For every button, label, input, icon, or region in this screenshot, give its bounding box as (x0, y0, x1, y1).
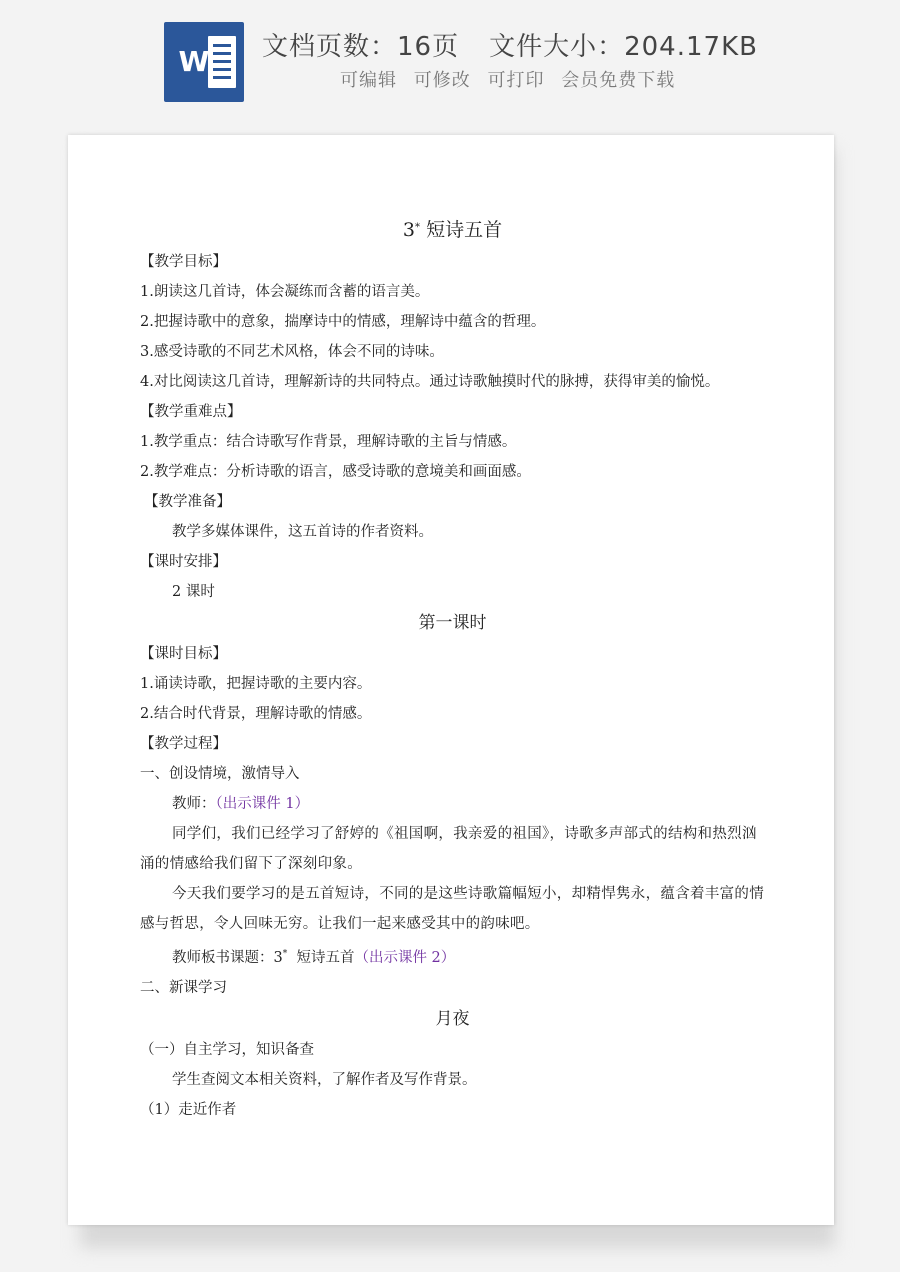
sub-section-1: （一）自主学习，知识备查 (140, 1041, 314, 1058)
goal-1: 1.朗读这几首诗，体会凝练而含蓄的语言美。 (140, 284, 430, 300)
courseware-2-link: （出示课件 2） (354, 949, 456, 966)
prep-text: 教学多媒体课件，这五首诗的作者资料。 (172, 524, 433, 540)
teacher-line: 教师：（出示课件 1） (172, 796, 310, 812)
document-page (68, 135, 834, 1225)
page-count: 文档页数：16页 (262, 32, 460, 62)
intro-paragraph-1: 同学们，我们已经学习了舒婷的《祖国啊，我亲爱的祖国》，诗歌多声部式的结构和热烈汹涌的情感给我们留下了深刻印象。 (140, 826, 757, 872)
board-title-line: 教师板书课题：3* 短诗五首（出示课件 2） (172, 949, 456, 966)
lesson-goal-1: 1.诵读诗歌，把握诗歌的主要内容。 (140, 676, 372, 692)
schedule-text: 2 课时 (172, 584, 215, 600)
goals-heading: 【教学目标】 (140, 254, 227, 270)
document-content (140, 213, 765, 1125)
sub-section-1-1: （1）走近作者 (140, 1101, 237, 1118)
feature-free-download: 会员免费下载 (561, 70, 676, 91)
courseware-1-link: （出示课件 1） (215, 796, 310, 812)
feature-modifiable: 可修改 (413, 70, 471, 91)
lesson-goal-2: 2.结合时代背景，理解诗歌的情感。 (140, 706, 372, 722)
feature-printable: 可打印 (487, 70, 545, 91)
key-points-heading: 【教学重难点】 (140, 404, 242, 420)
file-size: 文件大小：204.17KB (489, 32, 758, 62)
key-point-2: 2.教学难点：分析诗歌的语言，感受诗歌的意境美和画面感。 (140, 464, 531, 480)
goal-4: 4.对比阅读这几首诗，理解新诗的共同特点。通过诗歌触摸时代的脉搏，获得审美的愉悦。 (140, 374, 720, 390)
process-heading: 【教学过程】 (140, 736, 227, 752)
goal-3: 3.感受诗歌的不同艺术风格，体会不同的诗味。 (140, 344, 444, 360)
file-meta (262, 26, 758, 63)
prep-heading: 【教学准备】 (144, 494, 231, 510)
doc-title: 3* 短诗五首 (402, 219, 503, 241)
word-document-icon: W (164, 22, 244, 102)
lesson-goals-heading: 【课时目标】 (140, 646, 227, 662)
feature-editable: 可编辑 (340, 70, 397, 91)
poem-title: 月夜 (435, 1008, 470, 1029)
feature-list (340, 66, 685, 92)
download-banner (0, 0, 900, 125)
sub-section-1-text: 学生查阅文本相关资料，了解作者及写作背景。 (172, 1071, 477, 1088)
intro-paragraph-2: 今天我们要学习的是五首短诗，不同的是这些诗歌篇幅短小，却精悍隽永，蕴含着丰富的情感与哲思，令人回味无穷。让我们一起来感受其中的韵味吧。 (140, 886, 764, 932)
step-one: 一、创设情境，激情导入 (140, 766, 300, 782)
step-two: 二、新课学习 (140, 979, 227, 996)
key-point-1: 1.教学重点：结合诗歌写作背景，理解诗歌的主旨与情感。 (140, 434, 517, 450)
goal-2: 2.把握诗歌中的意象，揣摩诗中的情感，理解诗中蕴含的哲理。 (140, 314, 546, 330)
schedule-heading: 【课时安排】 (140, 554, 227, 570)
lesson-one-title: 第一课时 (418, 613, 487, 633)
